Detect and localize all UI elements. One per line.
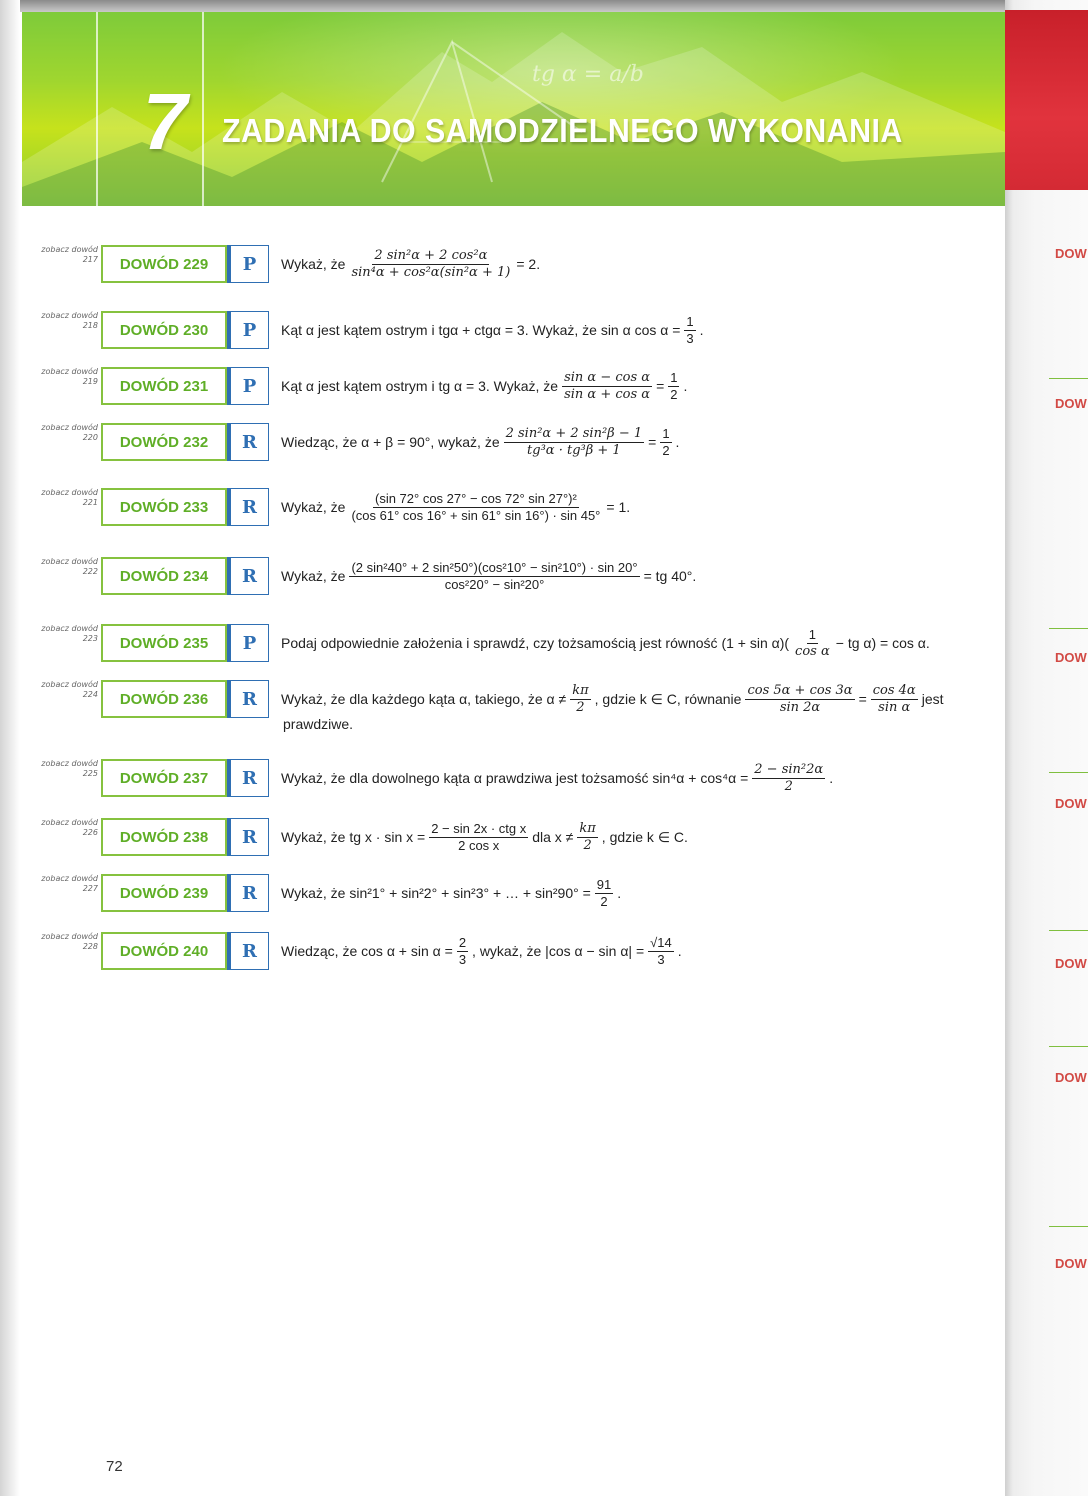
see-reference: zobacz dowód 220 (41, 423, 98, 442)
fraction-numerator: kπ (579, 820, 596, 836)
statement-text: . (617, 885, 622, 901)
level-badge: R (227, 932, 269, 970)
level-badge: P (227, 311, 269, 349)
fraction-denominator: 2 (576, 699, 585, 715)
fraction (349, 560, 639, 593)
fraction-denominator: sin α + cos α (564, 386, 651, 402)
page-top-edge (0, 0, 1088, 12)
statement-text: = 2. (516, 256, 541, 272)
level-badge: R (227, 874, 269, 912)
fraction-denominator: sin⁴α + cos²α(sin²α + 1) (351, 264, 511, 280)
statement-text: Wykaż, że dla dowolnego kąta α prawdziwa jest tożsamość sin⁴α + cos⁴α = (281, 770, 749, 786)
fraction (871, 683, 918, 716)
fraction-denominator: cos²20° − sin²20° (444, 576, 545, 592)
fraction-denominator: cos α (795, 643, 830, 659)
statement-text: . (677, 943, 682, 959)
level-badge: R (227, 488, 269, 526)
fraction (577, 821, 597, 854)
adjacent-page-rule (1049, 378, 1088, 379)
exercise-statement (281, 624, 971, 662)
adjacent-page-label: DOW (1055, 1070, 1087, 1085)
adjacent-page-rule (1049, 772, 1088, 773)
fraction-numerator: kπ (572, 682, 589, 698)
level-badge: R (227, 680, 269, 718)
statement-text: dla x ≠ (532, 829, 574, 845)
statement-text: Wykaż, że tg x · sin x = (281, 829, 426, 845)
fraction-numerator: (sin 72° cos 27° − cos 72° sin 27°)² (375, 490, 577, 506)
statement-text: jest (921, 691, 944, 707)
fraction-denominator: 2 (583, 837, 592, 853)
adjacent-page-label: DOW (1055, 246, 1087, 261)
page-number: 72 (106, 1458, 123, 1475)
see-reference: zobacz dowód 225 (41, 759, 98, 778)
fraction-denominator: 2 (662, 442, 670, 458)
statement-text: . (675, 434, 680, 450)
fraction-numerator: 2 − sin²2α (754, 761, 824, 777)
fraction (793, 627, 832, 660)
proof-label: DOWÓD 239 (101, 874, 227, 912)
see-reference: zobacz dowód 223 (41, 624, 98, 643)
fraction-denominator: sin 2α (779, 699, 821, 715)
chapter-number: 7 (142, 77, 188, 166)
proof-label: DOWÓD 233 (101, 488, 227, 526)
statement-continuation: prawdziwe. (283, 716, 354, 732)
fraction (684, 314, 695, 347)
statement-text: . (699, 322, 704, 338)
fraction (570, 683, 590, 716)
statement-text: Wiedząc, że cos α + sin α = (281, 943, 453, 959)
exercise-statement (281, 245, 971, 283)
fraction (595, 877, 613, 910)
see-reference: zobacz dowód 228 (41, 932, 98, 951)
exercise-statement (281, 367, 971, 405)
statement-text: Wykaż, że (281, 256, 346, 272)
statement-text: = 1. (606, 499, 631, 515)
statement-text: Wykaż, że dla każdego kąta α, takiego, że α ≠ (281, 691, 567, 707)
fraction-numerator: 1 (670, 369, 678, 385)
proof-label: DOWÓD 234 (101, 557, 227, 595)
statement-text: Kąt α jest kątem ostrym i tg α = 3. Wykaż, że (281, 378, 559, 394)
statement-text: Wykaż, że (281, 499, 346, 515)
fraction (349, 491, 602, 524)
see-reference: zobacz dowód 217 (41, 245, 98, 264)
adjacent-page-label: DOW (1055, 796, 1087, 811)
see-reference: zobacz dowód 222 (41, 557, 98, 576)
statement-text: , wykaż, że |cos α − sin α| = (472, 943, 645, 959)
fraction (457, 935, 468, 968)
fraction (660, 426, 671, 459)
adjacent-page-rule (1049, 628, 1088, 629)
see-reference: zobacz dowód 221 (41, 488, 98, 507)
adjacent-page-rule (1049, 930, 1088, 931)
chapter-title: ZADANIA DO SAMODZIELNEGO WYKONANIA (222, 112, 903, 149)
proof-label: DOWÓD 238 (101, 818, 227, 856)
statement-text: = (656, 378, 665, 394)
statement-text: = tg 40°. (643, 568, 697, 584)
level-badge: R (227, 423, 269, 461)
statement-text: Kąt α jest kątem ostrym i tgα + ctgα = 3. Wykaż, że sin α cos α = (281, 322, 681, 338)
statement-text: Wiedząc, że α + β = 90°, wykaż, że (281, 434, 500, 450)
fraction (349, 248, 512, 281)
proof-label: DOWÓD 235 (101, 624, 227, 662)
exercise-statement (281, 680, 971, 718)
adjacent-page-rule (1049, 1226, 1088, 1227)
level-badge: R (227, 557, 269, 595)
see-reference: zobacz dowód 226 (41, 818, 98, 837)
fraction-denominator: 2 (784, 778, 793, 794)
fraction (668, 370, 679, 403)
fraction-numerator: cos 4α (872, 682, 916, 698)
statement-text: Wykaż, że sin²1° + sin²2° + sin²3° + … + sin²90° = (281, 885, 591, 901)
level-badge: P (227, 245, 269, 283)
statement-text: . (829, 770, 834, 786)
fraction (562, 370, 652, 403)
proof-label: DOWÓD 230 (101, 311, 227, 349)
decorative-formula: tg α = a/b (532, 62, 644, 87)
adjacent-page (1005, 0, 1088, 1496)
fraction-numerator: 1 (662, 425, 670, 441)
level-badge: R (227, 818, 269, 856)
fraction-numerator: 1 (808, 626, 817, 642)
fraction-denominator: 3 (657, 951, 665, 967)
exercise-statement (281, 874, 971, 912)
exercise-statement (281, 311, 971, 349)
fraction-denominator: sin α (878, 699, 911, 715)
fraction-numerator: 2 − sin 2x · ctg x (431, 820, 527, 836)
adjacent-page-label: DOW (1055, 956, 1087, 971)
fraction-denominator: tg³α · tg³β + 1 (527, 442, 621, 458)
exercise-statement (281, 932, 971, 970)
level-badge: P (227, 624, 269, 662)
proof-label: DOWÓD 229 (101, 245, 227, 283)
adjacent-page-label: DOW (1055, 650, 1087, 665)
see-reference: zobacz dowód 227 (41, 874, 98, 893)
statement-text: , gdzie k ∈ C, równanie (594, 690, 742, 707)
see-reference: zobacz dowód 219 (41, 367, 98, 386)
statement-text: Podaj odpowiednie założenia i sprawdź, czy tożsamością jest równość (1 + sin α)( (281, 635, 790, 651)
fraction-numerator: 91 (596, 876, 612, 892)
fraction-denominator: (cos 61° cos 16° + sin 61° sin 16°) · sin 45° (351, 507, 601, 523)
fraction-numerator: (2 sin²40° + 2 sin²50°)(cos²10° − sin²10°) · sin 20° (351, 559, 638, 575)
adjacent-page-label: DOW (1055, 396, 1087, 411)
exercise-statement (281, 818, 971, 856)
fraction (745, 683, 854, 716)
statement-text: Wykaż, że (281, 568, 346, 584)
chapter-banner (22, 12, 1005, 206)
exercise-statement (281, 557, 971, 595)
statement-text: = (858, 691, 867, 707)
level-badge: R (227, 759, 269, 797)
level-badge: P (227, 367, 269, 405)
fraction-numerator: 2 (458, 934, 467, 950)
banner-divider (202, 12, 204, 206)
proof-label: DOWÓD 232 (101, 423, 227, 461)
fraction-numerator: 1 (686, 313, 694, 329)
fraction-denominator: 3 (458, 951, 467, 967)
exercise-statement (281, 759, 971, 797)
statement-text: , gdzie k ∈ C. (601, 828, 688, 845)
statement-text: − tg α) = cos α. (835, 635, 930, 651)
statement-text: = (648, 434, 657, 450)
adjacent-page-label: DOW (1055, 1256, 1087, 1271)
see-reference: zobacz dowód 218 (41, 311, 98, 330)
fraction (429, 821, 528, 854)
exercise-statement (281, 423, 971, 461)
proof-label: DOWÓD 237 (101, 759, 227, 797)
fraction (504, 426, 645, 459)
fraction-numerator: 2 sin²α + 2 sin²β − 1 (505, 425, 643, 441)
fraction-numerator: 2 sin²α + 2 cos²α (374, 247, 488, 263)
proof-label: DOWÓD 231 (101, 367, 227, 405)
proof-label: DOWÓD 236 (101, 680, 227, 718)
fraction-numerator: cos 5α + cos 3α (747, 682, 853, 698)
fraction-denominator: 2 (600, 893, 608, 909)
fraction (752, 762, 825, 795)
fraction-denominator: 3 (686, 330, 694, 346)
fraction (648, 935, 674, 968)
fraction-denominator: 2 (670, 386, 678, 402)
page-left-edge (0, 0, 20, 1496)
adjacent-page-banner (1005, 10, 1088, 190)
see-reference: zobacz dowód 224 (41, 680, 98, 699)
fraction-numerator: sin α − cos α (564, 369, 651, 385)
statement-text: . (683, 378, 688, 394)
fraction-denominator: 2 cos x (458, 837, 500, 853)
exercise-statement (281, 488, 971, 526)
adjacent-page-rule (1049, 1046, 1088, 1047)
proof-label: DOWÓD 240 (101, 932, 227, 970)
banner-divider (96, 12, 98, 206)
fraction-numerator: √14 (650, 934, 672, 950)
